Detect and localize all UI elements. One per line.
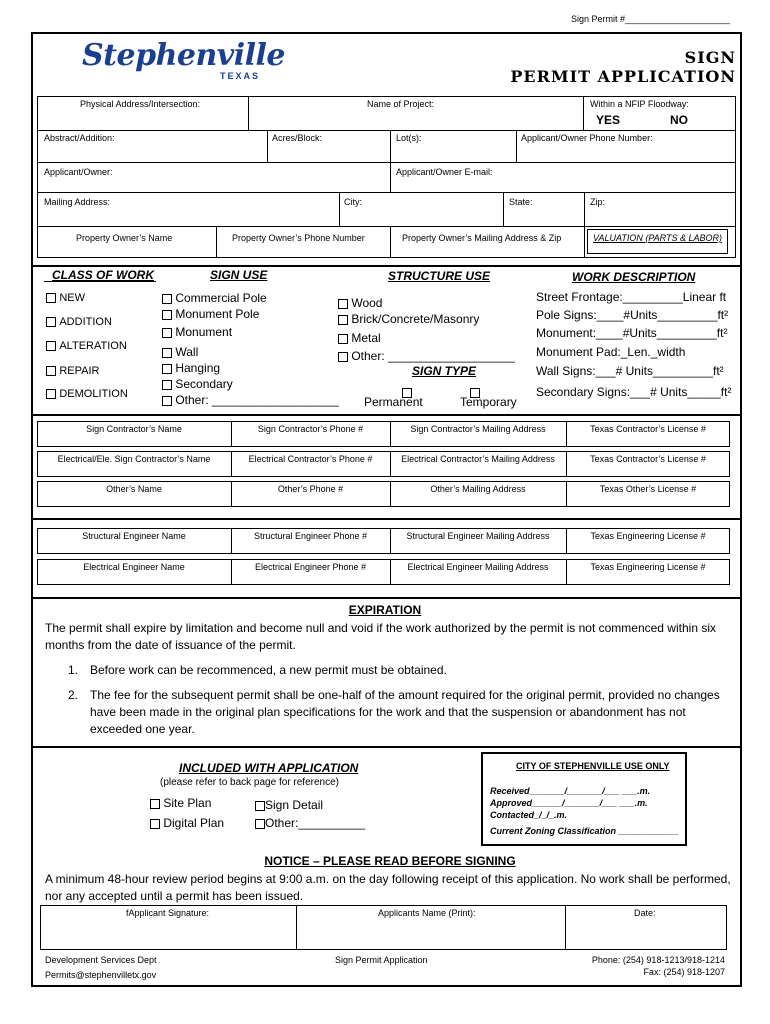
applicant-label: Applicant/Owner: — [44, 167, 113, 177]
project-name-label: Name of Project: — [367, 99, 435, 109]
structure-metal[interactable]: Metal — [338, 331, 381, 345]
applicant-name-label: Applicants Name (Print): — [378, 908, 476, 918]
contractor-cell-label: Texas Contractor’s License # — [590, 454, 706, 464]
class-alteration-option[interactable]: ALTERATION — [46, 338, 127, 353]
pole-signs-field[interactable]: Pole Signs:____#Units_________ft² — [536, 308, 729, 322]
contractor-cell-label: Sign Contractor’s Mailing Address — [410, 424, 546, 434]
contractor-cell-label: Electrical Contractor’s Phone # — [248, 454, 373, 464]
contractor-cell-label: Other’s Name — [106, 484, 162, 494]
class-new-option[interactable]: NEW — [46, 290, 85, 305]
contractor-cell-label: Sign Contractor’s Name — [86, 424, 182, 434]
footer-fax: Fax: (254) 918-1207 — [643, 967, 725, 977]
sign-other[interactable]: Other: ___________________ — [162, 393, 339, 407]
sign-hanging[interactable]: Hanging — [162, 361, 220, 375]
class-demolition-option[interactable]: DEMOLITION — [46, 386, 128, 401]
expiration-num-2: 2. — [68, 688, 79, 702]
date-label: Date: — [634, 908, 656, 918]
engineer-cell-label: Electrical Engineer Name — [83, 562, 185, 572]
monument-checkbox[interactable] — [162, 328, 172, 338]
footer-center: Sign Permit Application — [335, 955, 428, 965]
wood-checkbox[interactable] — [338, 299, 348, 309]
included-header: INCLUDED WITH APPLICATION — [179, 761, 359, 775]
engineer-cell-label: Texas Engineering License # — [590, 531, 706, 541]
monument-pole-checkbox[interactable] — [162, 310, 172, 320]
engineer-cell-label: Electrical Engineer Mailing Address — [407, 562, 549, 572]
sign-other-checkbox[interactable] — [162, 396, 172, 406]
sign-commercial-pole[interactable]: Commercial Pole — [162, 291, 267, 305]
engineer-cell-label: Structural Engineer Phone # — [253, 531, 368, 541]
footer-email[interactable]: Permits@stephenvilletx.gov — [45, 970, 157, 980]
address-label: Physical Address/Intersection: — [80, 99, 201, 109]
class-of-work-header: CLASS OF WORK — [52, 268, 154, 282]
work-description-header: WORK DESCRIPTION — [572, 270, 696, 284]
contractor-cell-label: Texas Contractor’s License # — [590, 424, 706, 434]
title-permit-application: PERMIT APPLICATION — [510, 67, 736, 86]
sign-detail-checkbox[interactable] — [255, 801, 265, 811]
notice-text: A minimum 48-hour review period begins at 9:00 a.m. on the day following receipt of this application. No work shall be performed, nor any accepted until a permit has been issued. — [45, 872, 731, 903]
site-plan-checkbox[interactable] — [150, 799, 160, 809]
city-label: City: — [344, 197, 362, 207]
monument-pad-field[interactable]: Monument Pad:_Len._width — [536, 345, 686, 359]
addition-checkbox[interactable] — [46, 317, 56, 327]
contractor-cell-label: Electrical Contractor’s Mailing Address — [401, 454, 555, 464]
engineer-cell-label: Structural Engineer Name — [82, 531, 186, 541]
sign-monument[interactable]: Monument — [162, 325, 232, 339]
expiration-num-1: 1. — [68, 663, 79, 677]
repair-checkbox[interactable] — [46, 366, 56, 376]
structure-use-header: STRUCTURE USE — [388, 269, 491, 283]
contacted-field[interactable]: Contacted_/_/_.m. — [490, 810, 568, 820]
floodway-no[interactable]: NO — [670, 113, 688, 127]
address-field[interactable] — [80, 110, 248, 128]
floodway-yes[interactable]: YES — [596, 113, 621, 127]
class-addition-option[interactable]: ADDITION — [46, 314, 112, 329]
contractor-cell-label: Sign Contractor’s Phone # — [257, 424, 364, 434]
floodway-label: Within a NFIP Floodway: — [590, 99, 689, 109]
approved-field[interactable]: Approved______/_______/___ ___.m. — [490, 798, 648, 808]
class-repair-option[interactable]: REPAIR — [46, 363, 99, 378]
lots-label: Lot(s): — [396, 133, 422, 143]
included-note: (please refer to back page for reference) — [160, 777, 339, 788]
engineer-cell-label: Structural Engineer Mailing Address — [406, 531, 550, 541]
owner-phone-label: Property Owner’s Phone Number — [232, 233, 365, 243]
alteration-checkbox[interactable] — [46, 341, 56, 351]
valuation-label: VALUATION (PARTS & LABOR) — [593, 233, 723, 243]
expiration-item-2: The fee for the subsequent permit shall be one-half of the amount required for the original permit, provided no changes have been made in the original plan specifications for the work and that the suspension or abandonment has not exceeded one year. — [90, 688, 720, 736]
hanging-checkbox[interactable] — [162, 364, 172, 374]
expiration-item-1: Before work can be recommenced, a new permit must be obtained. — [90, 663, 447, 677]
footer-phone: Phone: (254) 918-1213/918-1214 — [591, 955, 725, 965]
sign-type-header: SIGN TYPE — [412, 364, 477, 378]
included-other-checkbox[interactable] — [255, 819, 265, 829]
engineer-cell-label: Electrical Engineer Phone # — [254, 562, 367, 572]
applicant-email-label: Applicant/Owner E-mail: — [396, 167, 493, 177]
applicant-signature-label: fApplicant Signature: — [126, 908, 210, 918]
wall-checkbox[interactable] — [162, 348, 172, 358]
contractor-cell-label: Electrical/Ele. Sign Contractor’s Name — [57, 454, 211, 464]
owner-address-label: Property Owner’s Mailing Address & Zip — [402, 233, 562, 243]
notice-header: NOTICE – PLEASE READ BEFORE SIGNING — [264, 854, 516, 868]
owner-name-label: Property Owner’s Name — [76, 233, 173, 243]
zip-label: Zip: — [590, 197, 606, 207]
city-use-header: CITY OF STEPHENVILLE USE ONLY — [516, 761, 670, 771]
structure-other-checkbox[interactable] — [338, 352, 348, 362]
street-frontage-field[interactable]: Street Frontage:_________Linear ft — [536, 290, 727, 304]
expiration-header: EXPIRATION — [348, 603, 422, 617]
date-field[interactable] — [566, 920, 726, 949]
contractor-cell-label: Other’s Phone # — [277, 484, 344, 494]
applicant-name-field[interactable] — [297, 920, 564, 949]
contractor-cell-label: Texas Other’s License # — [599, 484, 697, 494]
included-other-option[interactable]: Other:__________ — [255, 816, 365, 830]
applicant-signature-field[interactable] — [41, 920, 295, 949]
sign-detail-option[interactable]: Sign Detail — [255, 798, 323, 812]
monument-field[interactable]: Monument:____#Units_________ft² — [536, 326, 728, 340]
secondary-signs-field[interactable]: Secondary Signs:___# Units_____ft² — [536, 385, 732, 399]
digital-plan-checkbox[interactable] — [150, 819, 160, 829]
state-label: State: — [509, 197, 533, 207]
project-name-field[interactable] — [249, 110, 582, 128]
site-plan-option[interactable]: Site Plan — [150, 796, 211, 810]
brick-checkbox[interactable] — [338, 315, 348, 325]
received-field[interactable]: Received_______/_______/___ ___.m. — [490, 786, 651, 796]
sign-monument-pole[interactable]: Monument Pole — [162, 307, 259, 321]
engineer-cell-label: Texas Engineering License # — [590, 562, 706, 572]
new-checkbox[interactable] — [46, 293, 56, 303]
digital-plan-option[interactable]: Digital Plan — [150, 816, 224, 830]
secondary-checkbox[interactable] — [162, 380, 172, 390]
stephenville-logo: Stephenville TEXAS — [82, 38, 286, 81]
sign-use-header: SIGN USE — [210, 268, 268, 282]
acres-label: Acres/Block: — [272, 133, 323, 143]
applicant-phone-label: Applicant/Owner Phone Number: — [521, 133, 653, 143]
structure-wood[interactable]: Wood — [338, 296, 382, 310]
permanent-label: Permanent — [364, 395, 423, 409]
abstract-label: Abstract/Addition: — [44, 133, 115, 143]
permit-number-label: Sign Permit #_____________________ — [571, 14, 731, 24]
footer-dept: Development Services Dept — [45, 955, 157, 965]
temporary-label: Temporary — [460, 395, 517, 409]
structure-other[interactable]: Other: ___________________ — [338, 349, 515, 363]
mailing-address-label: Mailing Address: — [44, 197, 111, 207]
contractor-cell-label: Other’s Mailing Address — [430, 484, 526, 494]
structure-brick[interactable]: Brick/Concrete/Masonry — [338, 312, 479, 326]
demolition-checkbox[interactable] — [46, 389, 56, 399]
expiration-intro: The permit shall expire by limitation and become null and void if the work authorized by the permit is not commenced within six months from the date of issuance of the permit. — [45, 621, 716, 652]
zoning-field[interactable]: Current Zoning Classification ____________ — [490, 826, 679, 836]
sign-wall[interactable]: Wall — [162, 345, 198, 359]
commercial-pole-checkbox[interactable] — [162, 294, 172, 304]
title-sign: SIGN — [684, 48, 736, 67]
wall-signs-field[interactable]: Wall Signs:___# Units_________ft² — [536, 364, 724, 378]
sign-secondary[interactable]: Secondary — [162, 377, 233, 391]
metal-checkbox[interactable] — [338, 334, 348, 344]
